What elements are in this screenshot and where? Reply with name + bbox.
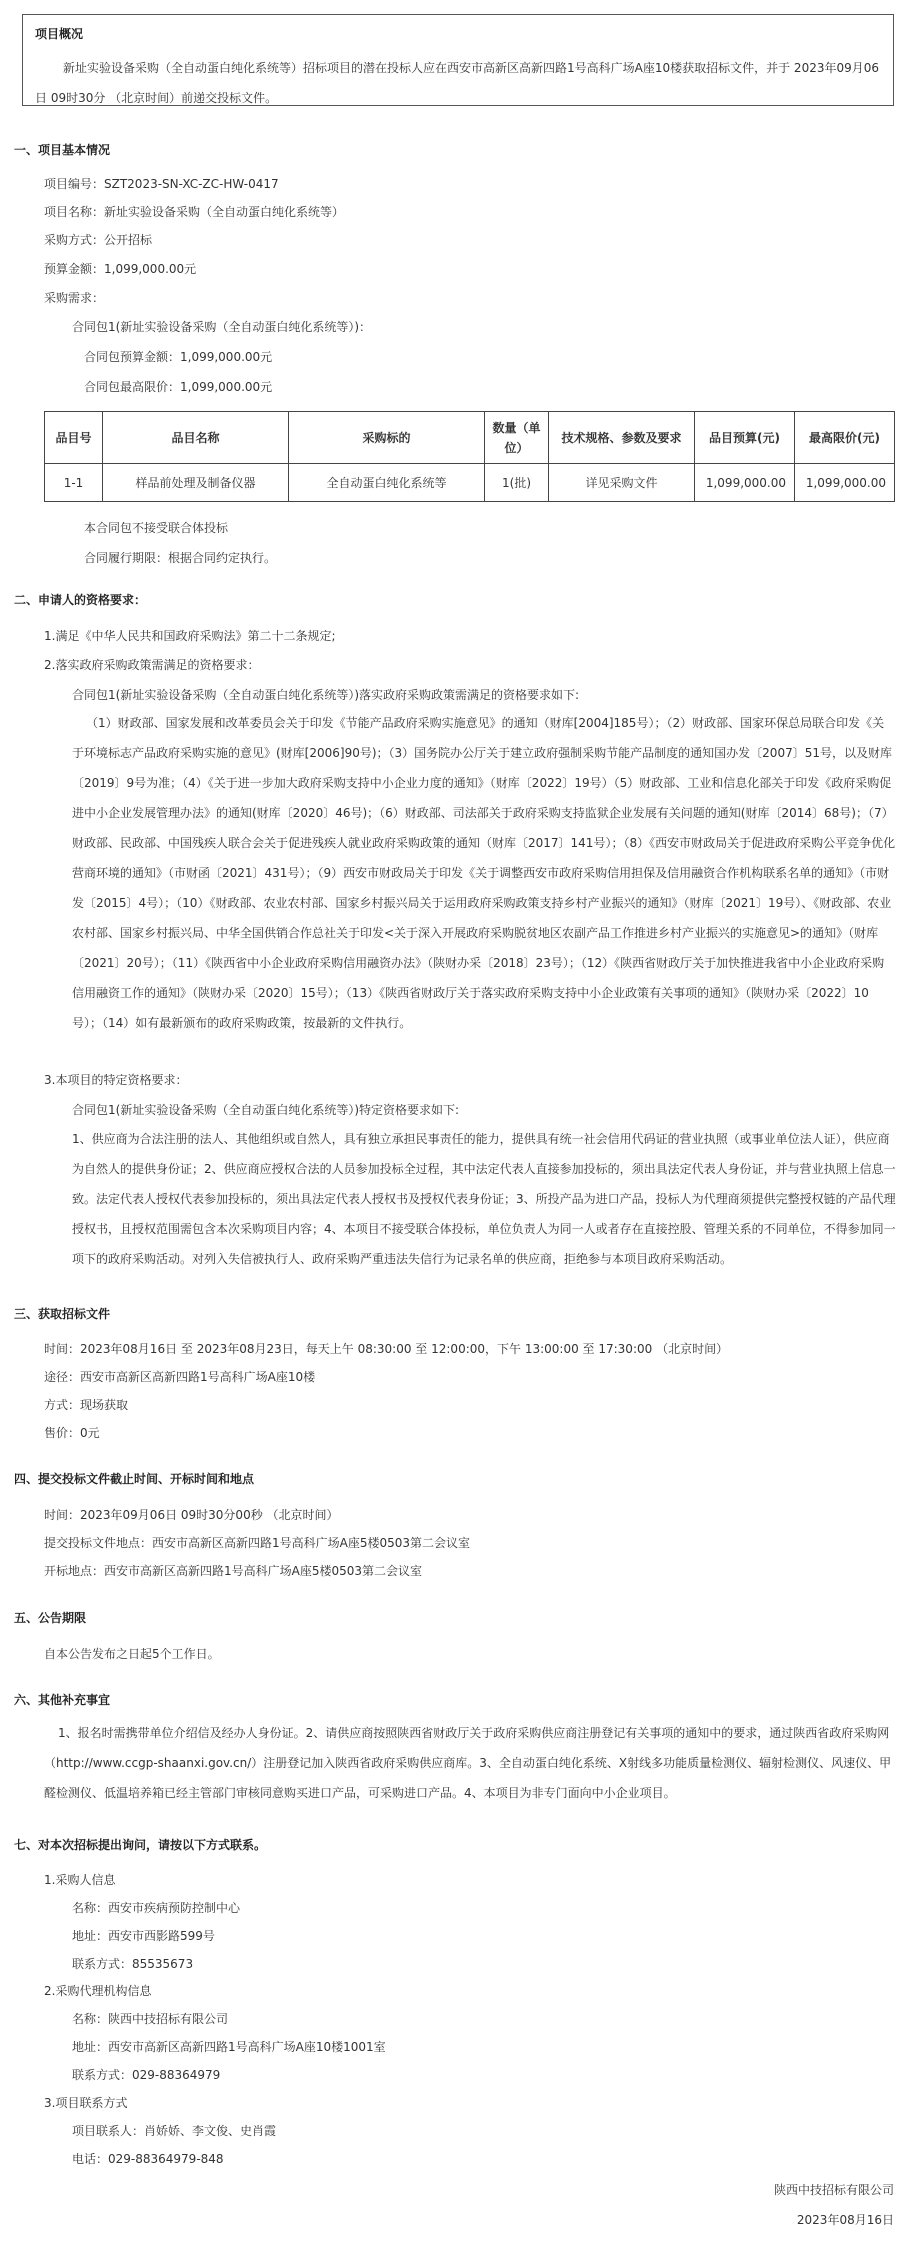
procurement-method: 采购方式：公开招标 [44, 233, 153, 247]
agency-address: 地址：西安市高新区高新四路1号高科广场A座10楼1001室 [72, 2040, 386, 2054]
no-consortium-note: 本合同包不接受联合体投标 [84, 521, 229, 535]
section-6-title: 六、其他补充事宜 [14, 1693, 111, 1707]
section-2-title: 二、申请人的资格要求： [14, 593, 147, 607]
purchaser-name: 名称：西安市疾病预防控制中心 [72, 1901, 241, 1915]
section-3-title: 三、获取招标文件 [14, 1307, 111, 1321]
overview-title: 项目概况 [35, 27, 84, 41]
obtain-price: 售价：0元 [44, 1426, 100, 1440]
table-header: 采购标的 [289, 412, 485, 464]
section-7-title: 七、对本次招标提出询问，请按以下方式联系。 [14, 1838, 267, 1852]
project-number: 项目编号：SZT2023-SN-XC-ZC-HW-0417 [44, 177, 279, 191]
project-contact-people: 项目联系人：肖娇娇、李文俊、史肖霞 [72, 2124, 277, 2138]
items-table [44, 411, 895, 502]
table-header: 数量（单位） [485, 412, 549, 464]
table-header: 品目号 [45, 412, 103, 464]
purchaser-info-title: 1.采购人信息 [44, 1873, 116, 1887]
table-cell: 1-1 [45, 464, 103, 502]
table-cell: 样品前处理及制备仪器 [103, 464, 289, 502]
policy-requirements-text: （1）财政部、国家发展和改革委员会关于印发《节能产品政府采购实施意见》的通知（财库[2004]185号）；（2）财政部、国家环保总局联合印发《关于环境标志产品政府采购实施的意见》(财库[2006]90号)；（3）国务院办公厅关于建立政府强制采购节能产品制度的通知国办发〔2007〕51号，以及财库〔2019〕9号为准；（4）《关于进一步加大政府采购支持中小企业力度的通知》（财库〔2022〕19号）（5）财政部、工业和信息化部关于印发《政府采购促进中小企业发展管理办法》的通知(财库〔2020〕46号)；（6）财政部、司法部关于政府采购支持监狱企业发展有关问题的通知(财库〔2014〕68号)；（7）财政部、民政部、中国残疾人联合会关于促进残疾人就业政府采购政策的通知（财库〔2017〕141号）；（8）《西安市财政局关于促进政府采购公平竞争优化营商环境的通知》（市财函〔2021〕431号）；（9）西安市财政局关于印发《关于调整西安市政府采购信用担保及信用融资合作机构联系名单的通知》（市财发〔2015〕4号）；（10）《财政部、农业农村部、国家乡村振兴局关于运用政府采购政策支持乡村产业振兴的通知》（财库〔2021〕19号）、《财政部、农业农村部、国家乡村振兴局、中华全国供销合作总社关于印发<关于深入开展政府采购脱贫地区农副产品工作推进乡村产业振兴的实施意见>的通知》（财库〔2021〕20号）；（11）《陕西省中小企业政府采购信用融资办法》（陕财办采〔2018〕23号）；（12）《陕西省财政厅关于加快推进我省中小企业政府采购信用融资工作的通知》（陕财办采〔2020〕15号）；（13）《陕西省财政厅关于落实政府采购支持中小企业政策有关事项的通知》（陕财办采〔2022〕10号）；（14）如有最新颁布的政府采购政策，按最新的文件执行。 [72, 716, 896, 1030]
table-header: 品目预算(元) [695, 412, 795, 464]
package-budget: 合同包预算金额：1,099,000.00元 [84, 350, 273, 364]
contract-package-title: 合同包1(新址实验设备采购（全自动蛋白纯化系统等）)： [72, 320, 372, 334]
signature-date: 2023年08月16日 [796, 2213, 894, 2227]
table-cell: 1,099,000.00 [795, 464, 895, 502]
project-name: 项目名称：新址实验设备采购（全自动蛋白纯化系统等） [44, 205, 345, 219]
procurement-needs-label: 采购需求： [44, 291, 105, 305]
agency-name: 名称：陕西中技招标有限公司 [72, 2012, 229, 2026]
table-cell: 1(批) [485, 464, 549, 502]
obtain-mode: 方式：现场获取 [44, 1398, 129, 1412]
qualification-item-3: 3.本项目的特定资格要求： [44, 1073, 188, 1087]
purchaser-phone: 联系方式：85535673 [72, 1957, 194, 1971]
qualification-item-1: 1.满足《中华人民共和国政府采购法》第二十二条规定; [44, 629, 336, 643]
section-5-title: 五、公告期限 [14, 1611, 87, 1625]
obtain-time: 时间：2023年08月16日 至 2023年08月23日，每天上午 08:30:00 至 12:00:00，下午 13:00:00 至 17:30:00 （北京时间） [44, 1342, 729, 1356]
table-header: 技术规格、参数及要求 [549, 412, 695, 464]
agency-phone: 联系方式：029-88364979 [72, 2068, 221, 2082]
policy-package-title: 合同包1(新址实验设备采购（全自动蛋白纯化系统等）)落实政府采购政策需满足的资格要求如下: [72, 688, 580, 702]
table-cell: 详见采购文件 [549, 464, 695, 502]
table-cell: 全自动蛋白纯化系统等 [289, 464, 485, 502]
deadline-time: 时间：2023年09月06日 09时30分00秒 （北京时间） [44, 1508, 339, 1522]
agency-info-title: 2.采购代理机构信息 [44, 1984, 152, 1998]
project-contact-phone: 电话：029-88364979-848 [72, 2152, 224, 2166]
notice-period-text: 自本公告发布之日起5个工作日。 [44, 1647, 220, 1661]
table-cell: 1,099,000.00 [695, 464, 795, 502]
project-overview-box [22, 14, 894, 106]
qualification-item-2: 2.落实政府采购政策需满足的资格要求： [44, 658, 260, 672]
project-contact-title: 3.项目联系方式 [44, 2096, 128, 2110]
purchaser-address: 地址：西安市西影路599号 [72, 1929, 215, 1943]
signature-company: 陕西中技招标有限公司 [773, 2183, 894, 2197]
section-4-title: 四、提交投标文件截止时间、开标时间和地点 [14, 1472, 255, 1486]
table-row [45, 464, 895, 502]
contract-period: 合同履行期限：根据合同约定执行。 [84, 551, 277, 565]
table-header-row [45, 412, 895, 464]
special-requirements-text: 1、供应商为合法注册的法人、其他组织或自然人，具有独立承担民事责任的能力，提供具有统一社会信用代码证的营业执照（或事业单位法人证），供应商为自然人的提供身份证；2、供应商应授权合法的人员参加投标全过程，其中法定代表人直接参加投标的，须出具法定代表人身份证，并与营业执照上信息一致。法定代表人授权代表参加投标的，须出具法定代表人授权书及授权代表身份证；3、所投产品为进口产品，投标人为代理商须提供完整授权链的产品代理授权书，且授权范围需包含本次采购项目内容；4、本项目不接受联合体投标，单位负责人为同一人或者存在直接控股、管理关系的不同单位，不得参加同一项下的政府采购活动。对列入失信被执行人、政府采购严重违法失信行为记录名单的供应商，拒绝参与本项目政府采购活动。 [72, 1132, 896, 1266]
section-1-title: 一、项目基本情况 [14, 143, 111, 157]
table-header: 品目名称 [103, 412, 289, 464]
supplementary-text: 1、报名时需携带单位介绍信及经办人身份证。2、请供应商按照陕西省财政厅关于政府采购供应商注册登记有关事项的通知中的要求，通过陕西省政府采购网（http://www.ccgp-shaanxi.gov.cn/）注册登记加入陕西省政府采购供应商库。3、全自动蛋白纯化系统、X射线多功能质量检测仪、辐射检测仪、风速仪、甲醛检测仪、低温培养箱已经主管部门审核同意购买进口产品，可采购进口产品。4、本项目为非专门面向中小企业项目。 [44, 1726, 892, 1800]
obtain-way: 途径：西安市高新区高新四路1号高科广场A座10楼 [44, 1370, 316, 1384]
budget-amount: 预算金额：1,099,000.00元 [44, 262, 197, 276]
submit-place: 提交投标文件地点：西安市高新区高新四路1号高科广场A座5楼0503第二会议室 [44, 1536, 471, 1550]
opening-place: 开标地点：西安市高新区高新四路1号高科广场A座5楼0503第二会议室 [44, 1564, 423, 1578]
special-package-title: 合同包1(新址实验设备采购（全自动蛋白纯化系统等）)特定资格要求如下: [72, 1103, 460, 1117]
table-header: 最高限价(元) [795, 412, 895, 464]
overview-text: 新址实验设备采购（全自动蛋白纯化系统等）招标项目的潜在投标人应在西安市高新区高新四路1号高科广场A座10楼获取招标文件，并于 2023年09月06日 09时30分 （北京时间）前递交投标文件。 [35, 61, 880, 105]
package-max-price: 合同包最高限价：1,099,000.00元 [84, 380, 273, 394]
